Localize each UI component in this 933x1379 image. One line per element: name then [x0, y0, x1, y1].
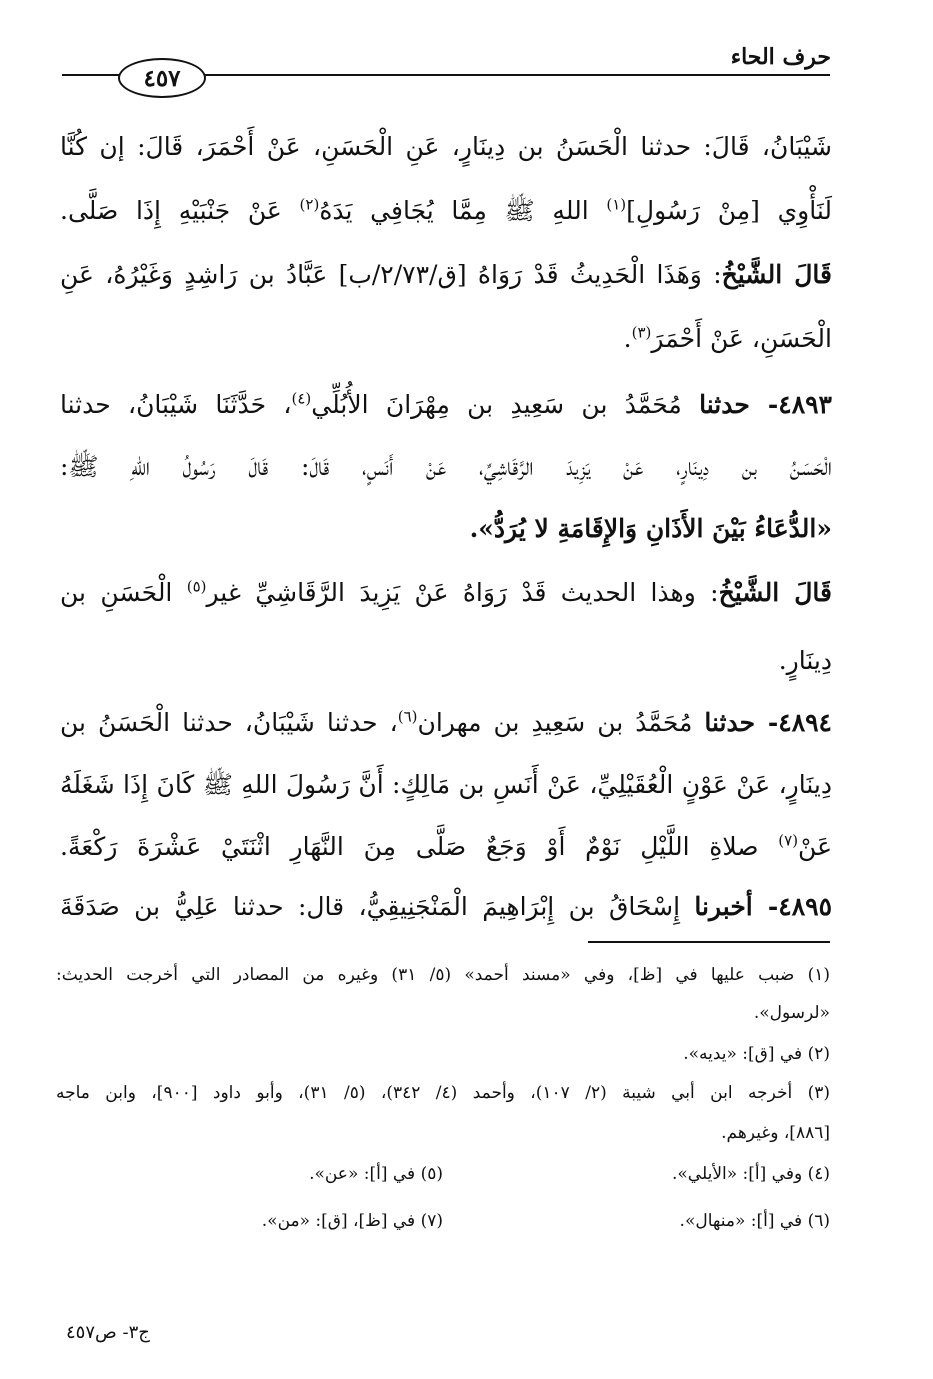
- footnote-3-cont: [٨٨٦]، وغيرهم.: [721, 1123, 830, 1143]
- footnote-ref-2: (٢): [299, 195, 320, 214]
- footnote-1-cont: «لرسول».: [753, 1003, 830, 1023]
- footnote-4: (٤) وفي [أ]: «الأيلي».: [672, 1164, 830, 1184]
- body-line-3: قَالَ الشَّيْخُ: وَهَذَا الْحَدِيثُ قَدْ رَوَاهُ [ق/٢/٧٣/ب] عَبَّادُ بن رَاشِدٍ وَغَيْرُهُ، عَنِ: [60, 260, 832, 289]
- body-line-8: قَالَ الشَّيْخُ: وهذا الحديث قَدْ رَوَاهُ عَنْ يَزِيدَ الرَّقَاشِيِّ غير$^{(٥)}$ الْحَسَنِ بن: [60, 577, 832, 607]
- footnote-7: (٧) في [ظ]، [ق]: «من».: [261, 1211, 443, 1231]
- footnote-ref-6: (٦): [397, 707, 418, 726]
- footnote-5: (٥) في [أ]: «عن».: [309, 1164, 443, 1184]
- footnote-1: (١) ضبب عليها في [ظ]، وفي «مسند أحمد» (٥/ ٣١) وغيره من المصادر التي أخرجت الحديث:: [56, 965, 830, 985]
- body-line-4: الْحَسَنِ، عَنْ أَحْمَرَ$^{(٣)}$.: [623, 323, 832, 353]
- hadith-4893-line-1: ٤٨٩٣- حدثنا مُحَمَّدُ بن سَعِيدِ بن مِهْرَانَ الأُبُلِّي$^{(٤)}$، حَدَّثَنَا شَيْبَانُ، حدثنا: [60, 389, 832, 419]
- footnote-2: (٢) في [ق]: «يديه».: [683, 1044, 830, 1064]
- hadith-4894-line-2: دِينَارٍ، عَنْ عَوْنٍ الْعُقَيْلِيِّ، عَنْ أَنَسِ بن مَالِكٍ: أَنَّ رَسُولَ اللهِ ﷺ كَانَ إِذَا شَغَلَهُ: [60, 770, 832, 799]
- body-line-9: دِينَارٍ.: [778, 646, 832, 675]
- hadith-4895-line-1: ٤٨٩٥- أخبرنا إِسْحَاقُ بن إِبْرَاهِيمَ الْمَنْجَنِيقِيُّ، قال: حدثنا عَلِيُّ بن صَدَقَةَ: [60, 892, 832, 921]
- footnote-separator: [588, 941, 830, 943]
- chapter-title: حرف الحاء: [730, 44, 831, 70]
- hadith-4894-line-3: عَنْ$^{(٧)}$ صلاةِ اللَّيْلِ نَوْمٌ أَوْ وَجَعٌ صَلَّى مِنَ النَّهَارِ اثْنَتَيْ عَشْرَةَ رَكْعَةً.: [60, 831, 832, 861]
- hadith-4893-line-2: الْحَسَنُ بن دِينَارٍ، عَنْ يَزِيدَ الرَّقَاشِيِّ، عَنْ أَنَسٍ، قَالَ: قَالَ رَسُولُ اللهِ ﷺ:: [60, 452, 832, 481]
- footnote-ref-3: (٣): [631, 323, 652, 342]
- page-number: ٤٥٧: [118, 58, 206, 98]
- hadith-4893-matn: «الدُّعَاءُ بَيْنَ الأَذَانِ وَالإِقَامَةِ لا يُرَدُّ».: [469, 514, 832, 543]
- footnote-ref-5: (٥): [186, 577, 207, 596]
- footnote-ref-4: (٤): [291, 389, 312, 408]
- footnote-6: (٦) في [أ]: «منهال».: [679, 1211, 830, 1231]
- body-line-2: لَنَأْوِي [مِنْ رَسُولِ]$^{(١)}$ اللهِ ﷺ مِمَّا يُجَافِي يَدَهُ$^{(٢)}$ عَنْ جَنْبَيْهِ إِذَا صَلَّى.: [60, 195, 832, 225]
- body-line-1: شَيْبَانُ، قَالَ: حدثنا الْحَسَنُ بن دِينَارٍ، عَنِ الْحَسَنِ، عَنْ أَحْمَرَ، قَالَ: إن كُنَّا: [60, 132, 832, 161]
- footnote-ref-1: (١): [606, 195, 627, 214]
- volume-page-reference: ج٣- ص٤٥٧: [66, 1322, 150, 1343]
- footnote-3: (٣) أخرجه ابن أبي شيبة (٢/ ١٠٧)، وأحمد (٤/ ٣٤٢)، (٥/ ٣١)، وأبو داود [٩٠٠]، وابن ماجه: [56, 1083, 830, 1103]
- footnote-ref-7: (٧): [778, 831, 799, 850]
- hadith-4894-line-1: ٤٨٩٤- حدثنا مُحَمَّدُ بن سَعِيدِ بن مهران$^{(٦)}$، حدثنا شَيْبَانُ، حدثنا الْحَسَنُ بن: [60, 707, 832, 737]
